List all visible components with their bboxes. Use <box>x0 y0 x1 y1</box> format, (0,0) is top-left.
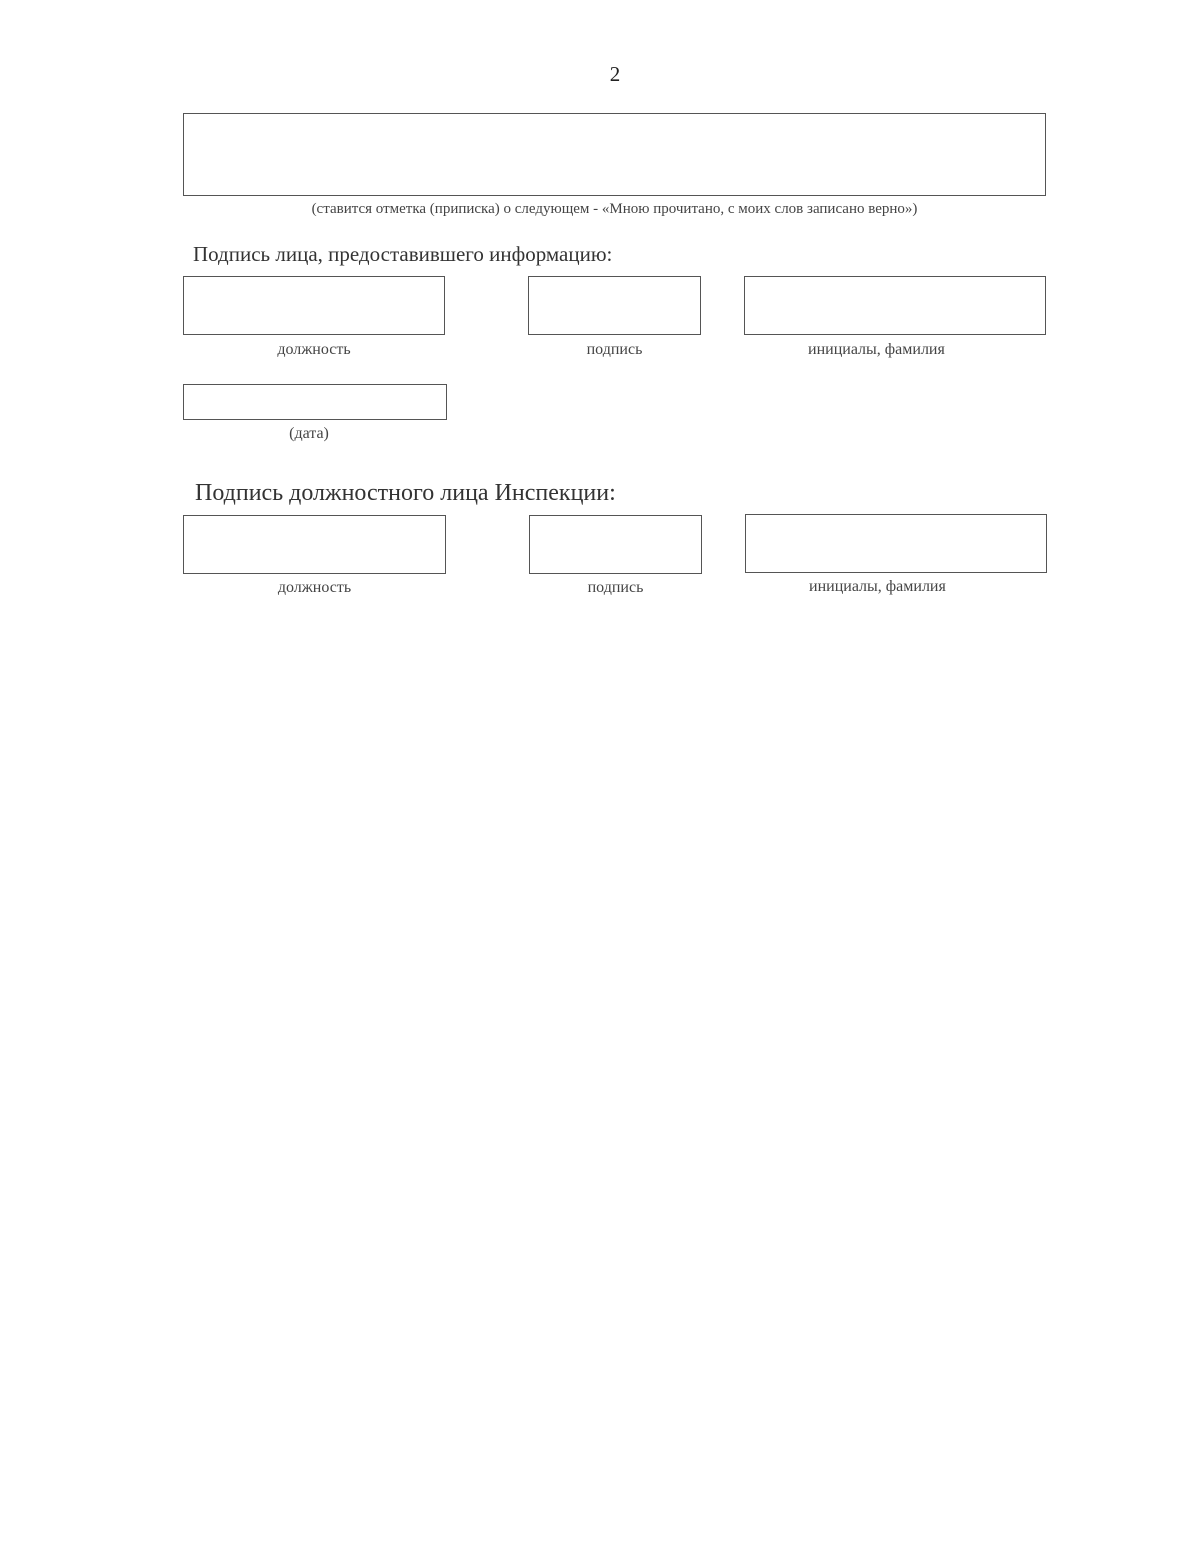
informant-name-field[interactable] <box>744 276 1046 335</box>
inspector-section-title: Подпись должностного лица Инспекции: <box>195 480 616 506</box>
informant-name-label: инициалы, фамилия <box>808 341 945 358</box>
informant-signature-field[interactable] <box>528 276 701 335</box>
informant-date-label: (дата) <box>289 425 329 442</box>
inspector-signature-field[interactable] <box>529 515 702 574</box>
note-caption: (ставится отметка (приписка) о следующем - «Мною прочитано, с моих слов записано верно») <box>311 201 918 217</box>
page-number: 2 <box>609 62 621 86</box>
inspector-position-field[interactable] <box>183 515 446 574</box>
inspector-name-label: инициалы, фамилия <box>809 578 946 595</box>
informant-section-title: Подпись лица, предоставившего информацию: <box>193 242 613 266</box>
inspector-position-label: должность <box>277 579 352 596</box>
informant-position-label: должность <box>277 341 351 358</box>
informant-position-field[interactable] <box>183 276 445 335</box>
note-field[interactable] <box>183 113 1046 196</box>
informant-signature-label: подпись <box>586 341 643 358</box>
informant-date-field[interactable] <box>183 384 447 420</box>
inspector-name-field[interactable] <box>745 514 1047 573</box>
inspector-signature-label: подпись <box>587 579 644 596</box>
